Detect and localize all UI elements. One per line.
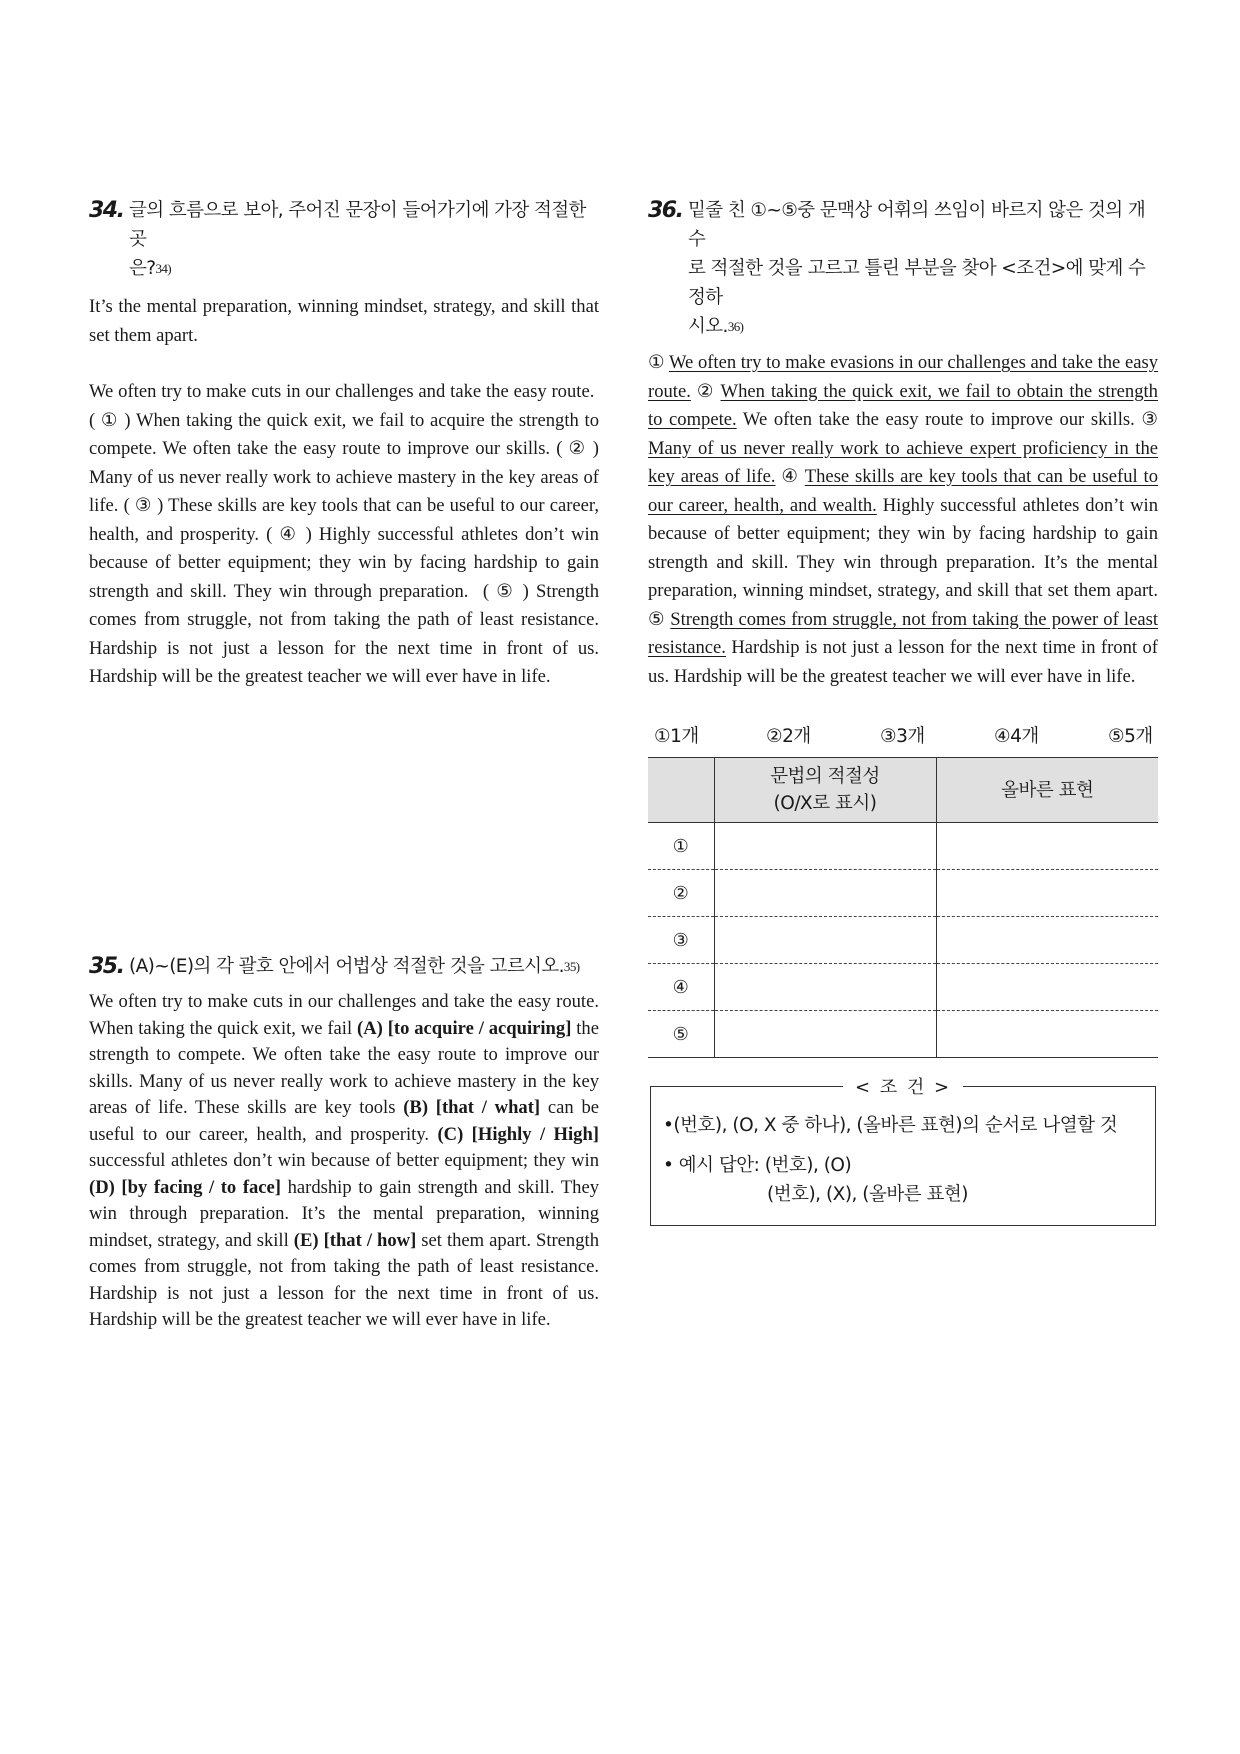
q34-passage-seg: Strength comes from struggle, not from taking the path of least resistance. Hardship is not just a lesson for the next time in front of us. Hardship will be the greatest teacher we will ever have in life. [89,580,599,687]
q36-underlined-1: We often try to make evasions in our challenges and take the easy route. [648,352,1158,402]
expression-cell[interactable] [936,964,1158,1011]
q34-prompt-line1: 글의 흐름으로 보아, 주어진 문장이 들어가기에 가장 적절한 곳 [129,200,586,250]
q36-passage-seg: Highly successful athletes don’t win because of better equipment; they win by facing hardship to gain strength and skill. They win through preparation. It’s the mental preparation, winning mindset, strategy, and skill that set them apart. ⑤ [648,494,1158,630]
expression-cell[interactable] [936,917,1158,964]
q36-passage-seg: Hardship is not just a lesson for the next time in front of us. Hardship will be the greatest teacher we will ever have in life. [648,637,1158,687]
q36-number: 36. [648,198,683,223]
q35-passage-seg: We often try to make cuts in our challenges and take the easy route. When taking the quick exit, we fail [89,991,599,1039]
question-36 [648,196,1158,691]
q36-footnote: 36) [727,319,744,334]
expression-cell[interactable] [936,823,1158,870]
grammar-cell[interactable] [714,1011,936,1058]
q36-passage-seg: ① [648,352,669,373]
q34-given-sentence: It’s the mental preparation, winning mindset, strategy, and skill that set them apart. [89,296,599,346]
condition-item-1: •(번호), (O, X 중 하나), (올바른 표현)의 순서로 나열할 것 [663,1115,1118,1136]
q35-option-e: (E) [that / how] [293,1229,417,1251]
q34-blank-5: ( ⑤ ) [482,580,529,602]
q36-passage-seg: ② [690,380,721,402]
q35-option-c: (C) [Highly / High] [437,1123,599,1145]
q35-header [89,952,599,981]
header-grammar-line1: 문법의 적절성 [770,766,880,787]
choice-5[interactable]: ⑤5개 [1108,726,1153,747]
conditions-box [650,1077,1156,1226]
condition-item-3: (번호), (X), (올바른 표현) [767,1184,968,1205]
table-header-row [648,758,1158,823]
table-row [648,823,1158,870]
q34-passage-seg: When taking the quick exit, we fail to acquire the strength to compete. We often take the easy route to improve our skills. [89,409,599,459]
q35-passage-seg: successful athletes don’t win because of better equipment; they win [89,1150,599,1171]
expression-cell[interactable] [936,1011,1158,1058]
q36-prompt-line1: 밑줄 친 ①~⑤중 문맥상 어휘의 쓰임이 바르지 않은 것의 개수 [688,200,1146,250]
row-label: ④ [648,964,714,1011]
row-label: ⑤ [648,1011,714,1058]
q35-prompt: (A)~(E)의 각 괄호 안에서 어법상 적절한 것을 고르시오. [129,956,564,977]
row-label: ① [672,835,689,857]
q35-option-d: (D) [by facing / to face] [89,1176,282,1198]
q35-number: 35. [89,954,124,979]
q36-prompt-line3: 시오. [688,316,728,337]
header-number [648,758,714,823]
q34-passage-seg: Many of us never really work to achieve mastery in the key areas of life. [89,466,599,516]
q34-prompt-line2: 은? [129,258,156,279]
table-row [648,964,1158,1011]
q34-passage-seg: We often try to make cuts in our challenges and take the easy route. [89,381,595,402]
q35-passage-seg: hardship to gain strength and skill. They win through preparation. It’s the mental preparation, winning mindset, strategy, and skill [89,1176,599,1251]
q34-passage-seg: These skills are key tools that can be useful to our career, health, and prosperity. [89,495,599,545]
q35-passage [89,989,599,1334]
q36-underlined-4: These skills are key tools that can be useful to our career, health, and wealth. [648,466,1158,516]
header-correct-expression: 올바른 표현 [936,758,1158,823]
choice-2[interactable]: ②2개 [766,726,811,747]
q36-passage [648,349,1158,691]
row-label: ② [648,870,714,917]
q35-passage-seg: the strength to compete. We often take the easy route to improve our skills. Many of us never really work to achieve mastery in the key areas of life. These skills are key tools [89,1017,599,1118]
grammar-cell[interactable] [714,964,936,1011]
q34-blank-4: ( ④ ) [266,523,312,545]
q34-footnote: 34) [155,261,172,276]
table-row [648,1011,1158,1058]
q35-passage-seg: can be useful to our career, health, and prosperity. [89,1097,599,1145]
header-grammar [714,758,936,823]
q34-passage [89,378,599,692]
q34-blank-3: ( ③ ) [123,495,164,516]
q36-answer-table [648,757,1158,1058]
header-grammar-line2: (O/X로 표시) [773,793,877,814]
q35-option-a: (A) [to acquire / acquiring] [357,1017,572,1039]
q36-underlined-3: Many of us never really work to achieve expert proficiency in the key areas of life. [648,437,1158,487]
q34-blank-1: ( ① ) [89,409,131,431]
question-34 [89,196,599,692]
table-row [648,870,1158,917]
question-35 [89,952,599,1334]
q36-answer-choices [648,722,1158,750]
q35-footnote: 35) [563,959,580,974]
q35-passage-seg: set them apart. Strength comes from struggle, not from taking the path of least resistance. Hardship is not just a lesson for the next time in front of us. Hardship will be the greatest teacher we will ever have in life. [89,1229,599,1330]
q36-underlined-2: When taking the quick exit, we fail to obtain the strength to compete. [648,380,1158,430]
row-label: ③ [648,917,714,964]
q34-passage-seg: Highly successful athletes don’t win because of better equipment; they win by facing hardship to gain strength and skill. They win through preparation. [89,523,599,602]
choice-3[interactable]: ③3개 [880,726,925,747]
q36-passage-seg: We often take the easy route to improve our skills. ③ [736,409,1158,430]
choice-1[interactable]: ①1개 [654,726,699,747]
grammar-cell[interactable] [714,870,936,917]
q34-header [89,196,599,283]
conditions-title: < 조 건 > [843,1077,963,1098]
q36-underlined-5: Strength comes from struggle, not from taking the power of least resistance. [648,608,1158,658]
q36-passage-seg: ④ [775,466,805,487]
grammar-cell[interactable] [714,823,936,870]
q34-blank-2: ( ② ) [556,438,599,459]
q34-number: 34. [89,198,124,223]
q35-option-b: (B) [that / what] [403,1097,541,1118]
grammar-cell[interactable] [714,917,936,964]
choice-4[interactable]: ④4개 [994,726,1039,747]
table-row [648,917,1158,964]
q36-header [648,196,1158,341]
condition-item-2: • 예시 답안: (번호), (O) [663,1155,852,1176]
q36-prompt-line2: 로 적절한 것을 고르고 틀린 부분을 찾아 <조건>에 맞게 수정하 [688,258,1146,308]
expression-cell[interactable] [936,870,1158,917]
